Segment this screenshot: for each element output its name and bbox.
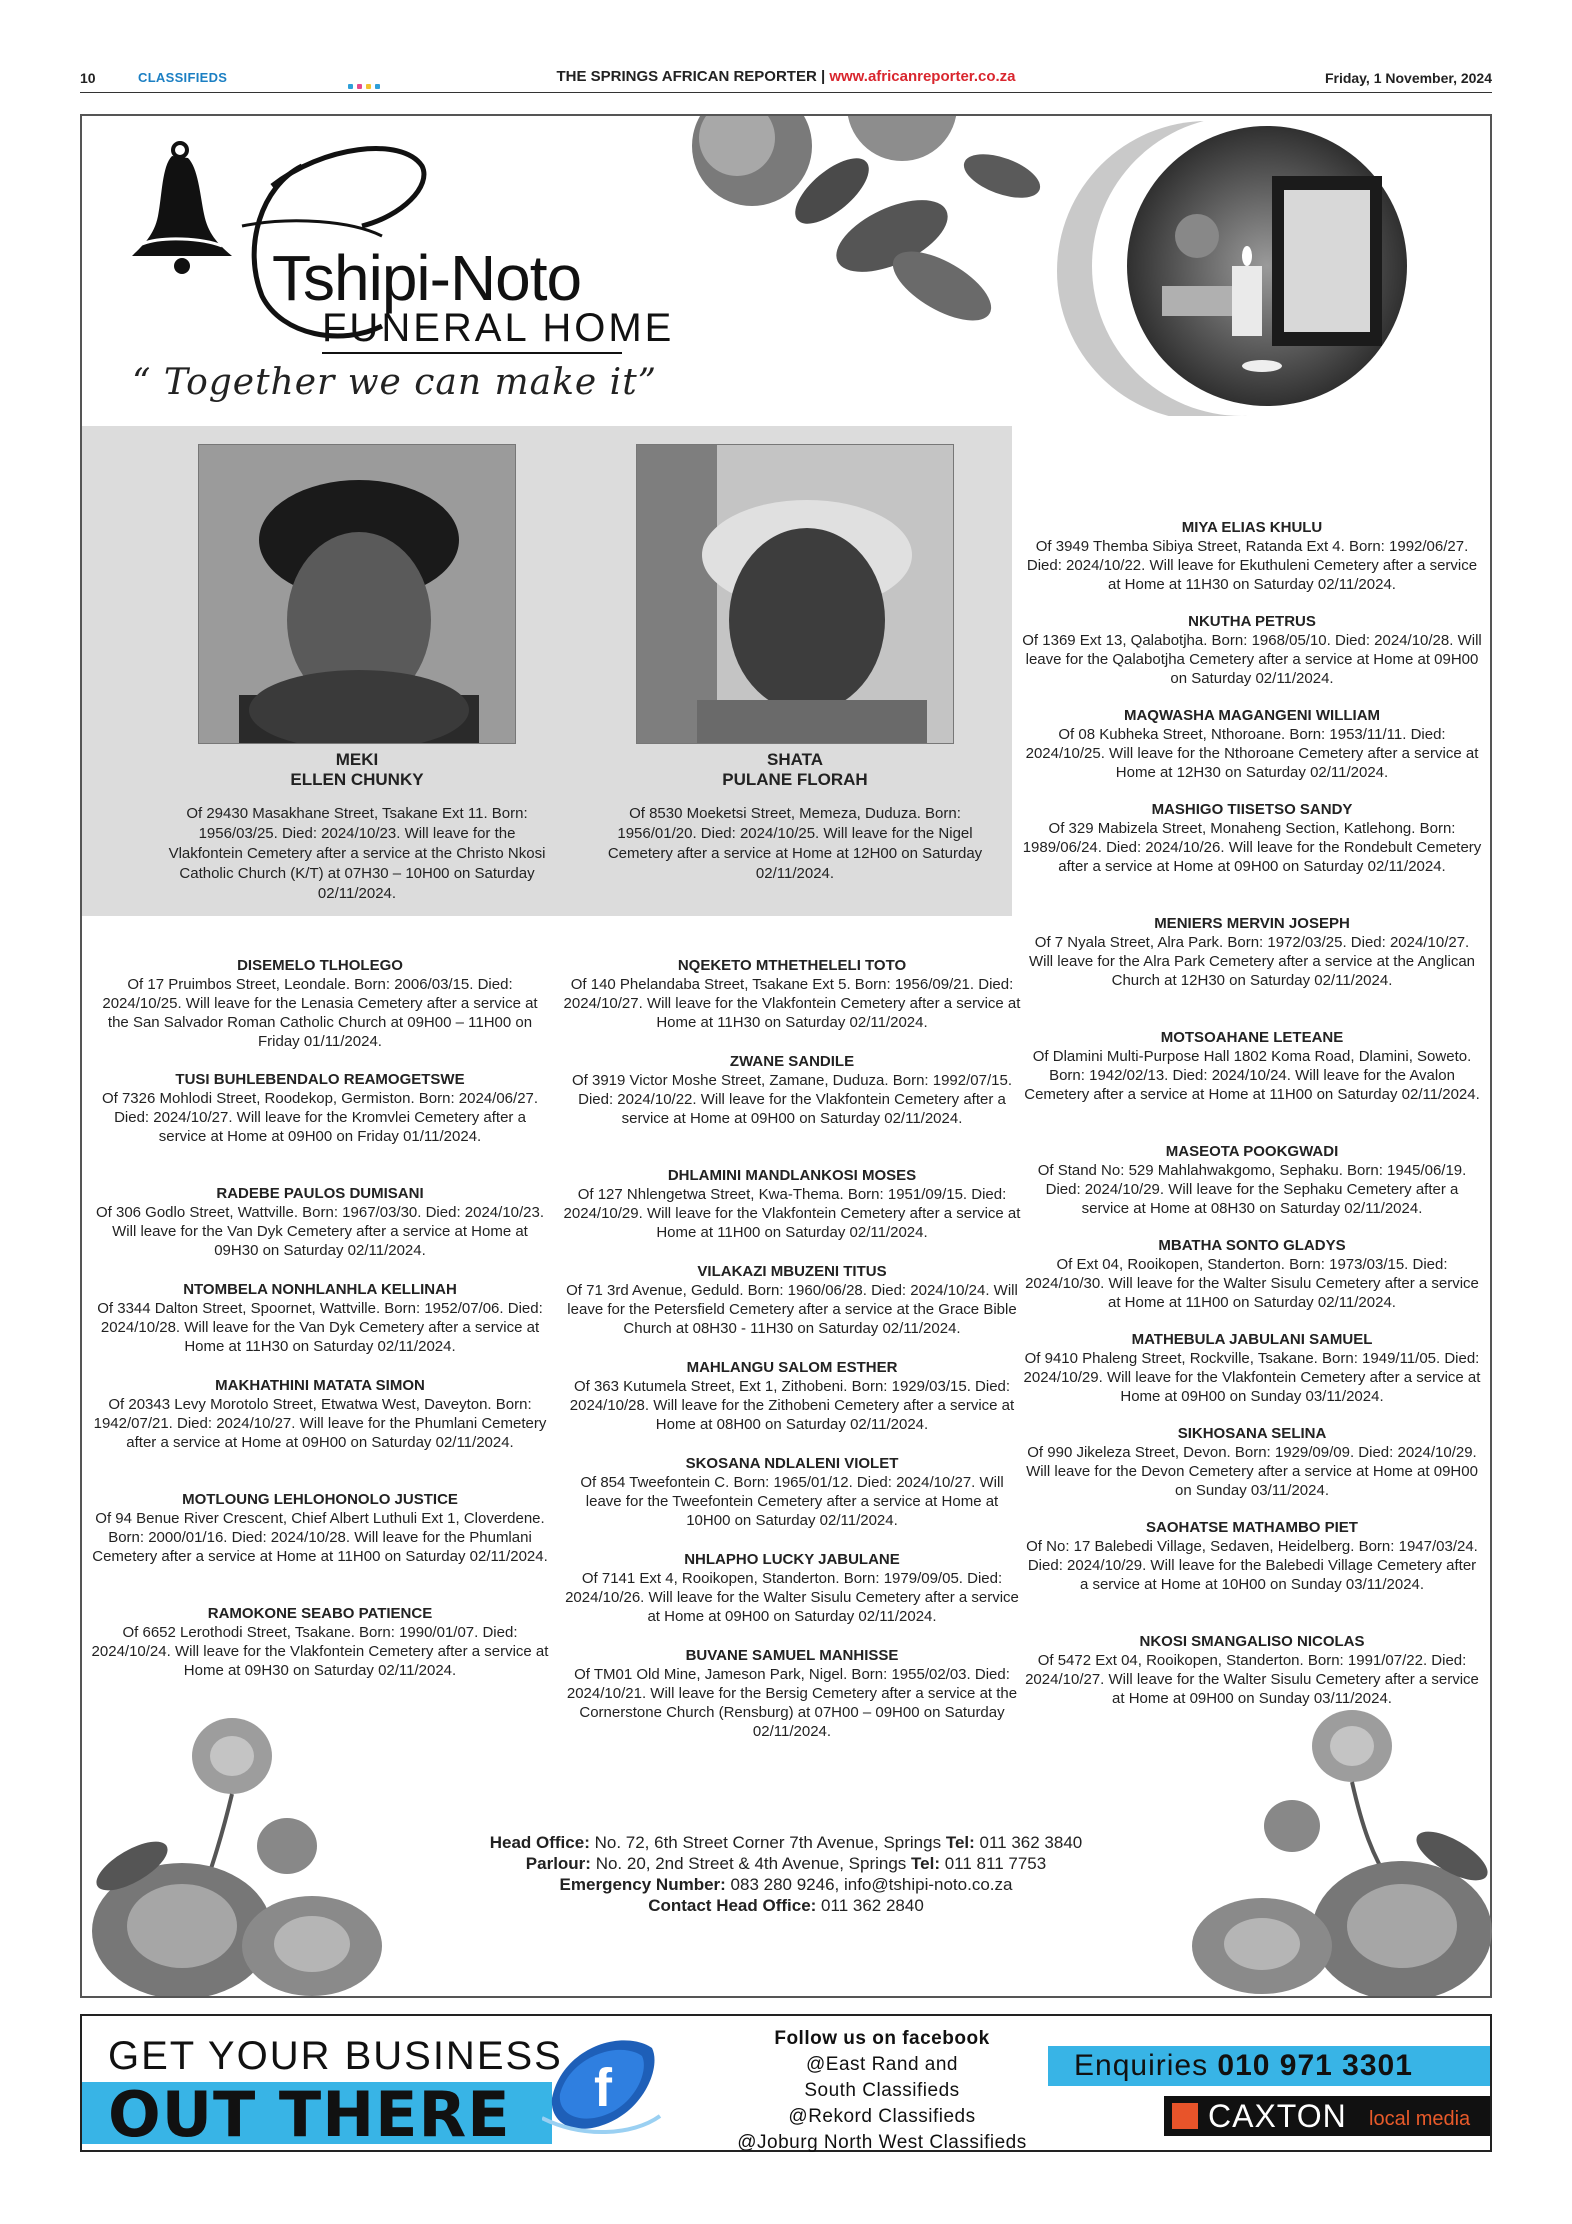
notice-details: Of 6652 Lerothodi Street, Tsakane. Born: 1990/01/07. Died: 2024/10/24. Will leave for the Vlakfontein Cemetery after a service at Home at 09H30 on Saturday 02/11/2024. bbox=[91, 1624, 549, 1679]
notice-name: MAQWASHA MAGANGENI WILLIAM bbox=[1123, 707, 1381, 724]
notice-name: TUSI BUHLEBENDALO REAMOGETSWE bbox=[175, 1071, 465, 1088]
follow-title: Follow us on facebook bbox=[774, 2028, 990, 2049]
notice-details: Of 306 Godlo Street, Wattville. Born: 1967/03/30. Died: 2024/10/23. Will leave for the Van Dyk Cemetery after a service at Home at 09H30 on Saturday 02/11/2024. bbox=[95, 1204, 545, 1259]
notice-name: MIYA ELIAS KHULU bbox=[1181, 519, 1323, 536]
caxton-logo bbox=[1164, 2096, 1490, 2136]
page-number: 10 bbox=[80, 70, 96, 86]
portrait-photo bbox=[636, 444, 954, 744]
featured-name-line1: MEKI bbox=[335, 750, 379, 769]
notice-name: SIKHOSANA SELINA bbox=[1177, 1425, 1327, 1442]
publication-separator: | bbox=[820, 68, 826, 85]
enquiries-bar bbox=[1048, 2046, 1490, 2086]
follow-handle[interactable]: @East Rand and bbox=[806, 2054, 958, 2075]
notice-details: Of No: 17 Balebedi Village, Sedaven, Heidelberg. Born: 1947/03/24. Died: 2024/10/29. Will leave for the Balebedi Village Cemetery after a service at Home at 10H00 on Sunday 03/11/2024. bbox=[1026, 1538, 1478, 1593]
brand-name: Tshipi-Noto bbox=[272, 242, 582, 314]
featured-notice bbox=[162, 444, 552, 904]
follow-handle[interactable]: @Rekord Classifieds bbox=[788, 2106, 976, 2127]
follow-handle[interactable]: South Classifieds bbox=[804, 2080, 960, 2101]
death-notice bbox=[562, 956, 1022, 1032]
banner-illustration bbox=[642, 116, 1492, 416]
notice-name: MAHLANGU SALOM ESTHER bbox=[686, 1359, 898, 1376]
notice-name: MOTSOAHANE LETEANE bbox=[1160, 1029, 1344, 1046]
death-notice bbox=[1022, 1330, 1482, 1406]
notice-details: Of 990 Jikeleza Street, Devon. Born: 1929/09/09. Died: 2024/10/29. Will leave for the Devon Cemetery after a service at Home at 09H00 on Sunday 03/11/2024. bbox=[1026, 1444, 1478, 1499]
notice-details: Of 3919 Victor Moshe Street, Zamane, Duduza. Born: 1992/07/15. Died: 2024/10/22. Will leave for the Vlakfontein Cemetery after a service at Home at 09H00 on Saturday 02/11/2024. bbox=[572, 1072, 1012, 1127]
brand-subtitle: FUNERAL HOME bbox=[322, 306, 675, 350]
head-office-tel: 011 362 3840 bbox=[974, 1833, 1083, 1852]
facebook-icon[interactable] bbox=[542, 2028, 662, 2138]
notice-details: Of 7 Nyala Street, Alra Park. Born: 1972/03/25. Died: 2024/10/27. Will leave for the Alra Park Cemetery after a service at the Anglican Church at 12H30 on Saturday 02/11/2024. bbox=[1028, 934, 1476, 989]
notice-details: Of 7141 Ext 4, Rooikopen, Standerton. Born: 1979/09/05. Died: 2024/10/26. Will leave for the Walter Sisulu Cemetery after a service at Home at 09H00 on Saturday 02/11/2024. bbox=[565, 1570, 1019, 1625]
death-notice bbox=[562, 1454, 1022, 1530]
featured-details: Of 29430 Masakhane Street, Tsakane Ext 11. Born: 1956/03/25. Died: 2024/10/23. Will leave for the Vlakfontein Cemetery after a service at the Christo Nkosi Catholic Church (K/T) at 07H30 – 10H00 on Saturday 02/11/2024. bbox=[168, 805, 546, 902]
notice-name: SAOHATSE MATHAMBO PIET bbox=[1146, 1519, 1358, 1536]
notice-name: RADEBE PAULOS DUMISANI bbox=[216, 1185, 424, 1202]
notice-name: MAKHATHINI MATATA SIMON bbox=[215, 1377, 425, 1394]
emergency-label: Emergency Number: bbox=[559, 1875, 726, 1894]
notice-details: Of Ext 04, Rooikopen, Standerton. Born: 1973/03/15. Died: 2024/10/30. Will leave for the Walter Sisulu Cemetery after a service at Home at 11H00 on Saturday 02/11/2024. bbox=[1025, 1256, 1479, 1311]
notice-name: NKUTHA PETRUS bbox=[1188, 613, 1316, 630]
facebook-follow-block bbox=[702, 2026, 1062, 2156]
death-notice bbox=[90, 1070, 550, 1146]
death-notice bbox=[1022, 1142, 1482, 1218]
death-notice bbox=[1022, 1028, 1482, 1104]
featured-name-line1: SHATA bbox=[766, 750, 824, 769]
notice-details: Of 17 Pruimbos Street, Leondale. Born: 2006/03/15. Died: 2024/10/25. Will leave for the Lenasia Cemetery after a service at the San Salvador Roman Catholic Church at 09H00 – 11H00 on Friday 01/11/2024. bbox=[102, 976, 538, 1050]
death-notice bbox=[1022, 1518, 1482, 1594]
page-header bbox=[80, 66, 1492, 92]
parlour-address: No. 20, 2nd Street & 4th Avenue, Springs bbox=[590, 1854, 912, 1873]
caxton-mark-icon bbox=[1172, 2103, 1198, 2129]
emergency-line bbox=[82, 1874, 1490, 1895]
death-notice bbox=[90, 1280, 550, 1356]
head-office-label: Head Office: bbox=[489, 1833, 590, 1852]
issue-date: Friday, 1 November, 2024 bbox=[1324, 70, 1492, 86]
notice-name: DISEMELO TLHOLEGO bbox=[237, 957, 403, 974]
death-notice bbox=[562, 1358, 1022, 1434]
notice-details: Of 1369 Ext 13, Qalabotjha. Born: 1968/05/10. Died: 2024/10/28. Will leave for the Qalabotjha Cemetery after a service at Home at 09H00 on Saturday 02/11/2024. bbox=[1022, 632, 1482, 687]
notice-details: Of 3344 Dalton Street, Spoornet, Wattville. Born: 1952/07/06. Died: 2024/10/28. Will leave for the Van Dyk Cemetery after a service at Home at 11H30 on Saturday 02/11/2024. bbox=[97, 1300, 543, 1355]
featured-name-line2: ELLEN CHUNKY bbox=[290, 770, 424, 789]
tel-label: Tel: bbox=[945, 1833, 975, 1852]
notice-details: Of Stand No: 529 Mahlahwakgomo, Sephaku. Born: 1945/06/19. Died: 2024/10/29. Will leave for the Sephaku Cemetery after a service at Home at 08H30 on Saturday 02/11/2024. bbox=[1037, 1162, 1467, 1217]
portrait-photo bbox=[198, 444, 516, 744]
enquiries-number[interactable]: 010 971 3301 bbox=[1217, 2049, 1413, 2082]
parlour-line bbox=[82, 1853, 1490, 1874]
death-notice bbox=[562, 1550, 1022, 1626]
publication-line bbox=[80, 68, 1492, 85]
notice-details: Of 140 Phelandaba Street, Tsakane Ext 5. Born: 1956/09/21. Died: 2024/10/27. Will leave for the Vlakfontein Cemetery after a service at Home at 11H30 on Saturday 02/11/2024. bbox=[563, 976, 1021, 1031]
notice-details: Of 20343 Levy Morotolo Street, Etwatwa West, Daveyton. Born: 1942/07/21. Died: 2024/10/27. Will leave for the Phumlani Cemetery after a service at Home at 09H00 on Saturday 02/11/2024. bbox=[93, 1396, 547, 1451]
notice-name: DHLAMINI MANDLANKOSI MOSES bbox=[667, 1167, 917, 1184]
death-notice bbox=[90, 956, 550, 1051]
notice-details: Of 08 Kubheka Street, Nthoroane. Born: 1953/11/11. Died: 2024/10/25. Will leave for the Nthoroane Cemetery after a service at Home at 12H30 on Saturday 02/11/2024. bbox=[1025, 726, 1479, 781]
notice-details: Of 363 Kutumela Street, Ext 1, Zithobeni. Born: 1929/03/15. Died: 2024/10/28. Will leave for the Zithobeni Cemetery after a service at Home at 08H00 on Saturday 02/11/2024. bbox=[569, 1378, 1015, 1433]
death-notice bbox=[1022, 914, 1482, 990]
notice-details: Of 71 3rd Avenue, Geduld. Born: 1960/06/28. Died: 2024/10/24. Will leave for the Petersfield Cemetery after a service at the Grace Bible Church at 08H30 - 11H30 on Saturday 02/11/2024. bbox=[566, 1282, 1018, 1337]
notice-name: BUVANE SAMUEL MANHISSE bbox=[685, 1647, 899, 1664]
death-notice bbox=[562, 1052, 1022, 1128]
advert-slogan: OUT THERE bbox=[108, 2078, 511, 2151]
brand-underline bbox=[322, 352, 622, 354]
notice-name: MOTLOUNG LEHLOHONOLO JUSTICE bbox=[182, 1491, 458, 1508]
funeral-home-contacts bbox=[82, 1832, 1490, 1916]
featured-details: Of 8530 Moeketsi Street, Memeza, Duduza. Born: 1956/01/20. Died: 2024/10/25. Will leave for the Nigel Cemetery after a service at Home at 12H00 on Saturday 02/11/2024. bbox=[607, 805, 983, 882]
local-media-label: local media bbox=[1369, 2108, 1471, 2130]
notice-details: Of Dlamini Multi-Purpose Hall 1802 Koma Road, Dlamini, Soweto. Born: 1942/02/13. Died: 2024/10/24. Will leave for the Avalon Cemetery after a service at Home at 11H00 on Saturday 02/11/2024. bbox=[1024, 1048, 1480, 1103]
death-notice bbox=[90, 1604, 550, 1680]
notice-name: NKOSI SMANGALISO NICOLAS bbox=[1139, 1633, 1365, 1650]
death-notice bbox=[1022, 800, 1482, 876]
notice-details: Of 854 Tweefontein C. Born: 1965/01/12. Died: 2024/10/27. Will leave for the Tweefontein Cemetery after a service at Home at 10H00 on Saturday 02/11/2024. bbox=[580, 1474, 1004, 1529]
notice-name: MASHIGO TIISETSO SANDY bbox=[1151, 801, 1353, 818]
death-notice bbox=[90, 1376, 550, 1452]
notice-name: MENIERS MERVIN JOSEPH bbox=[1154, 915, 1350, 932]
emergency-number: 083 280 9246, info@tshipi-noto.co.za bbox=[725, 1875, 1013, 1894]
death-notice bbox=[1022, 518, 1482, 594]
advert-headline: GET YOUR BUSINESS bbox=[108, 2034, 563, 2078]
notice-details: Of 329 Mabizela Street, Monaheng Section, Katlehong. Born: 1989/06/24. Died: 2024/10/26. Will leave for the Rondebult Cemetery after a service at Home at 09H00 on Saturday 02/11/2024. bbox=[1022, 820, 1482, 875]
tel-label: Tel: bbox=[911, 1854, 940, 1873]
parlour-label: Parlour: bbox=[525, 1854, 591, 1873]
section-name: CLASSIFIEDS bbox=[138, 70, 228, 85]
contact-number: 011 362 2840 bbox=[816, 1896, 924, 1915]
notice-name: ZWANE SANDILE bbox=[729, 1053, 855, 1070]
death-notice bbox=[90, 1184, 550, 1260]
notice-details: Of 5472 Ext 04, Rooikopen, Standerton. Born: 1991/07/22. Died: 2024/10/27. Will leave for the Walter Sisulu Cemetery after a service at Home at 09H00 on Sunday 03/11/2024. bbox=[1025, 1652, 1479, 1707]
notice-name: MATHEBULA JABULANI SAMUEL bbox=[1131, 1331, 1373, 1348]
notice-details: Of 9410 Phaleng Street, Rockville, Tsakane. Born: 1949/11/05. Died: 2024/10/29. Will leave for the Vlakfontein Cemetery after a service at Home at 09H00 on Sunday 03/11/2024. bbox=[1023, 1350, 1481, 1405]
notice-name: NTOMBELA NONHLANHLA KELLINAH bbox=[183, 1281, 457, 1298]
death-notice bbox=[562, 1262, 1022, 1338]
notice-details: Of TM01 Old Mine, Jameson Park, Nigel. Born: 1955/02/03. Died: 2024/10/21. Will leave for the Bersig Cemetery after a service at the Cornerstone Church (Rensburg) at 07H00 – 09H00 on Saturday 02/11/2024. bbox=[566, 1666, 1018, 1740]
notice-details: Of 127 Nhlengetwa Street, Kwa-Thema. Born: 1951/09/15. Died: 2024/10/29. Will leave for the Vlakfontein Cemetery after a service at Home at 11H00 on Saturday 02/11/2024. bbox=[563, 1186, 1021, 1241]
featured-notices bbox=[82, 426, 1012, 916]
death-notice bbox=[1022, 706, 1482, 782]
notice-details: Of 94 Benue River Crescent, Chief Albert Luthuli Ext 1, Cloverdene. Born: 2000/01/16. Died: 2024/10/28. Will leave for the Phumlani Cemetery after a service at Home at 11H00 on Saturday 02/11/2024. bbox=[92, 1510, 548, 1565]
notice-name: MASEOTA POOKGWADI bbox=[1165, 1143, 1339, 1160]
featured-name-line2: PULANE FLORAH bbox=[722, 770, 868, 789]
death-notice bbox=[1022, 1632, 1482, 1708]
death-notice bbox=[1022, 1236, 1482, 1312]
death-notice bbox=[1022, 612, 1482, 688]
notice-name: VILAKAZI MBUZENI TITUS bbox=[697, 1263, 887, 1280]
svg-text:f: f bbox=[594, 2058, 612, 2118]
notice-name: SKOSANA NDLALENI VIOLET bbox=[685, 1455, 899, 1472]
notice-details: Of 7326 Mohlodi Street, Roodekop, Germiston. Born: 2024/06/27. Died: 2024/10/27. Will leave for the Kromvlei Cemetery after a service at Home at 09H00 on Friday 01/11/2024. bbox=[101, 1090, 539, 1145]
parlour-tel: 011 811 7753 bbox=[940, 1854, 1047, 1873]
publication-url[interactable]: www.africanreporter.co.za bbox=[829, 68, 1016, 85]
death-notice bbox=[90, 1490, 550, 1566]
notice-details: Of 3949 Themba Sibiya Street, Ratanda Ext 4. Born: 1992/06/27. Died: 2024/10/22. Will leave for Ekuthuleni Cemetery after a service at Home at 11H30 on Saturday 02/11/2024. bbox=[1026, 538, 1478, 593]
enquiries-label: Enquiries bbox=[1074, 2049, 1218, 2082]
caxton-wordmark: CAXTON bbox=[1208, 2098, 1347, 2134]
notice-name: NQEKETO MTHETHELELI TOTO bbox=[677, 957, 907, 974]
publication-name: THE SPRINGS AFRICAN REPORTER bbox=[556, 68, 817, 85]
notice-name: NHLAPHO LUCKY JABULANE bbox=[684, 1551, 900, 1568]
follow-handle[interactable]: @Joburg North West Classifieds bbox=[737, 2132, 1027, 2153]
notice-name: RAMOKONE SEABO PATIENCE bbox=[207, 1605, 433, 1622]
header-divider bbox=[80, 92, 1492, 93]
funeral-notice-frame bbox=[80, 114, 1492, 1998]
death-notice bbox=[562, 1646, 1022, 1741]
death-notice bbox=[562, 1166, 1022, 1242]
head-office-address: No. 72, 6th Street Corner 7th Avenue, Springs bbox=[589, 1833, 946, 1852]
notice-name: MBATHA SONTO GLADYS bbox=[1158, 1237, 1346, 1254]
brand-tagline: “ Together we can make it” bbox=[132, 362, 658, 403]
caxton-advert bbox=[80, 2014, 1492, 2152]
contact-label: Contact Head Office: bbox=[648, 1896, 817, 1915]
head-office-line bbox=[82, 1832, 1490, 1853]
featured-notice bbox=[600, 444, 990, 884]
contact-line bbox=[82, 1895, 1490, 1916]
death-notice bbox=[1022, 1424, 1482, 1500]
